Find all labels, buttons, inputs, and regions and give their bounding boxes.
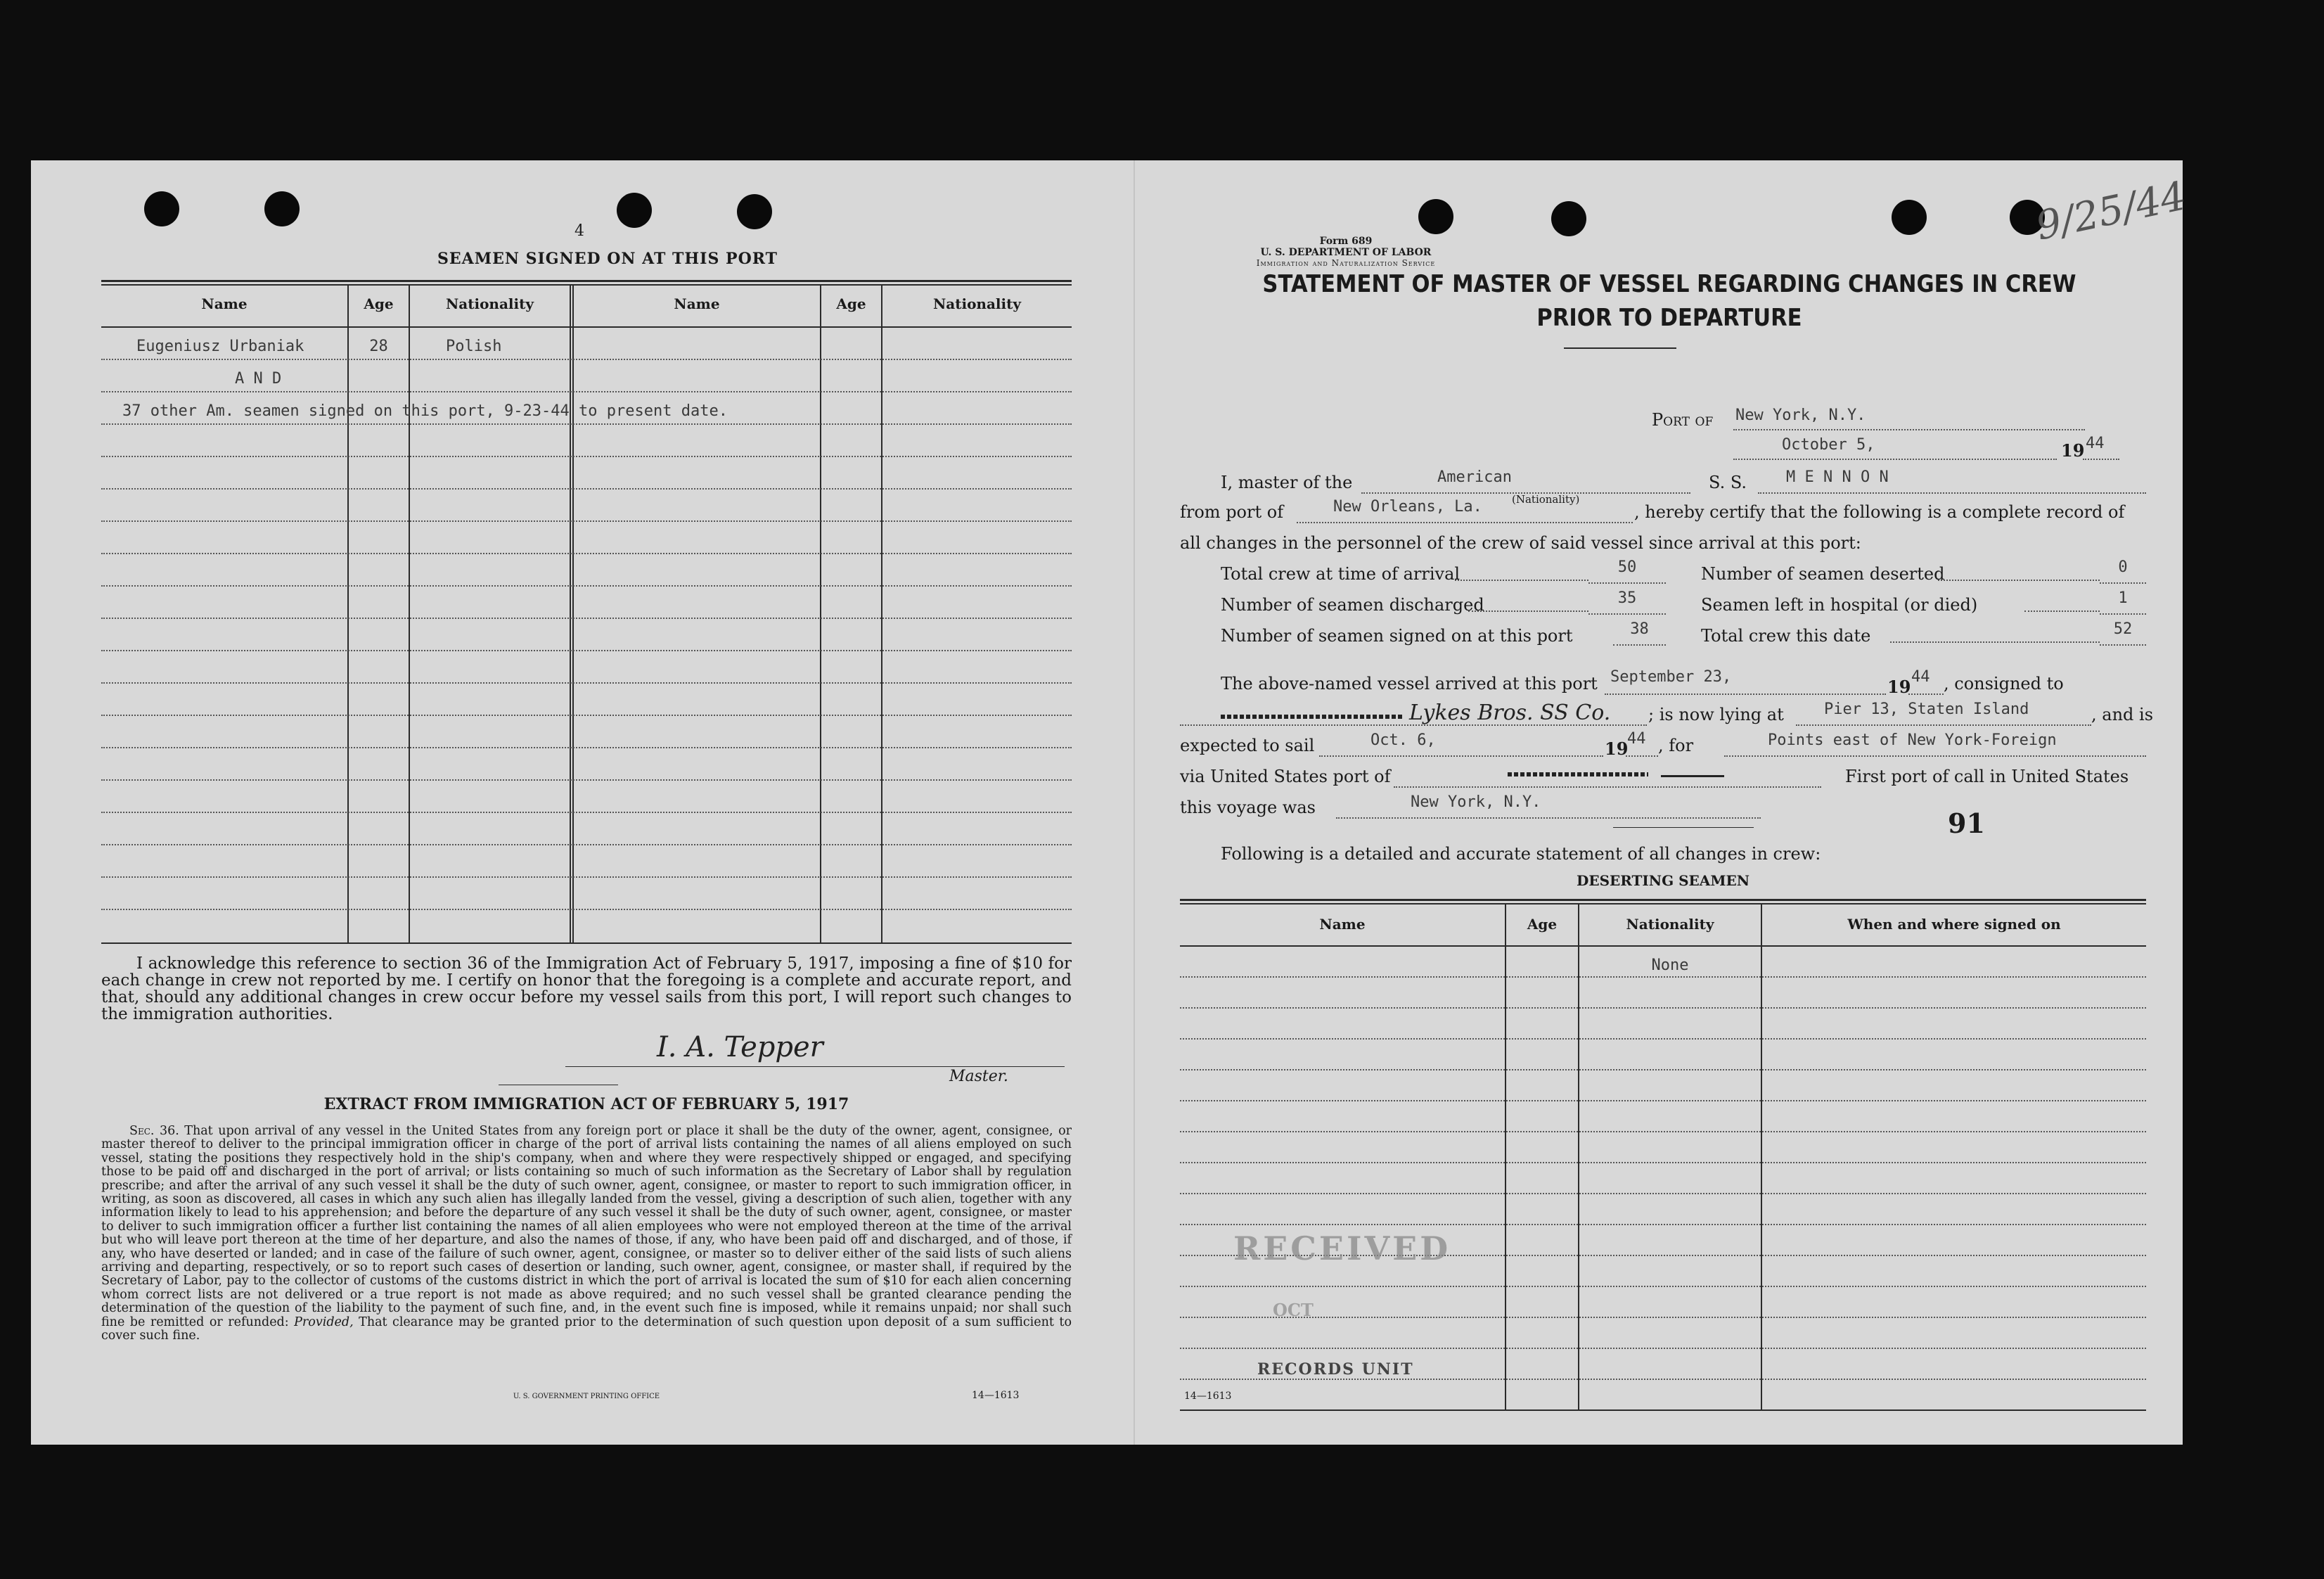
row-rule — [1180, 1193, 2146, 1194]
voyage-value: New York, N.Y. — [1411, 793, 1541, 811]
extract-title: EXTRACT FROM IMMIGRATION ACT OF FEBRUARY 5, 1917 — [323, 1095, 849, 1113]
col-header-nationality: Nationality — [1626, 916, 1714, 933]
master-signature: I. A. Tepper — [657, 1031, 823, 1063]
master-of-label: I, master of the — [1221, 473, 1353, 492]
col-header-nationality: Nationality — [446, 295, 534, 312]
row-rule — [101, 682, 1072, 684]
extract-body — [101, 1125, 1072, 1343]
signature-rule — [565, 1066, 1065, 1067]
arrived-year-prefix: 19 — [1887, 677, 1911, 697]
form-number: Form 689 — [1319, 236, 1373, 247]
department-label: U. S. DEPARTMENT OF LABOR — [1260, 247, 1432, 258]
acknowledgement-text: I acknowledge this reference to section 36 of the Immigration Act of February 5, 1917, imposing a fine of $10 for each change in crew not reported by me. I certify on honor that the foregoing is a complete and accurate report, and that, should any additional changes in crew occur before my vessel sails from this port, I will report such changes to the immigration authorities. — [101, 954, 1072, 1023]
row-rule — [1180, 1038, 2146, 1040]
punch-hole — [144, 191, 179, 226]
row-rule — [1180, 1069, 2146, 1070]
via-label: via United States port of — [1180, 767, 1391, 786]
row-rule — [1180, 1131, 2146, 1132]
row-rule — [1180, 1007, 2146, 1009]
signed-on-value: 38 — [1630, 620, 1649, 638]
col-header-age: Age — [364, 295, 394, 312]
row-rule — [101, 456, 1072, 457]
lying-value: Pier 13, Staten Island — [1824, 701, 2029, 718]
table-top-rule — [101, 284, 1072, 286]
punch-hole — [1551, 201, 1586, 236]
row-rule — [101, 520, 1072, 522]
col-header-nationality: Nationality — [933, 295, 1021, 312]
table-header-rule — [1180, 945, 2146, 947]
leader — [1890, 641, 2100, 643]
extract-end: That clearance may be granted prior to the determination of such question upon deposit of a sum sufficient to cover such fine. — [101, 1315, 1072, 1343]
total-date-label: Total crew this date — [1701, 626, 1871, 646]
voyage-label: this voyage was — [1180, 798, 1316, 817]
via-field — [1394, 765, 1821, 788]
total-arrival-label: Total crew at time of arrival — [1221, 564, 1460, 584]
col-divider — [1578, 903, 1579, 1409]
service-label: Immigration and Naturalization Service — [1256, 258, 1436, 268]
col-divider — [1761, 903, 1762, 1409]
col-divider — [1505, 903, 1506, 1409]
gpo-imprint: U. S. GOVERNMENT PRINTING OFFICE — [513, 1393, 660, 1400]
row-rule — [1180, 1348, 2146, 1349]
via-dash — [1661, 775, 1724, 777]
deserting-heading: DESERTING SEAMEN — [1577, 872, 1750, 889]
sail-field — [1319, 734, 1603, 757]
for-label: , for — [1658, 736, 1694, 755]
row-rule — [101, 618, 1072, 619]
date-value: October 5, — [1782, 436, 1875, 454]
extract-provided: Provided, — [294, 1315, 354, 1329]
row-rule — [1180, 1317, 2146, 1318]
lying-label: ; is now lying at — [1648, 705, 1784, 724]
voyage-field — [1336, 796, 1761, 819]
from-port-label: from port of — [1180, 502, 1284, 522]
form-code-right: 14—1613 — [1184, 1391, 1232, 1402]
page-number-stamp: 91 — [1948, 807, 1985, 839]
year-value: 44 — [2086, 435, 2105, 452]
leader — [1468, 610, 1588, 612]
row-rule — [101, 876, 1072, 878]
deserted-label: Number of seamen deserted — [1701, 564, 1945, 584]
arrived-label: The above-named vessel arrived at this port — [1221, 674, 1598, 693]
consignee-value: Lykes Bros. SS Co. — [1409, 701, 1611, 725]
row-rule — [1180, 1100, 2146, 1101]
leader — [2024, 610, 2100, 612]
leader — [1938, 580, 2100, 581]
fold-line — [1134, 160, 1135, 1445]
page-number-left: 4 — [574, 222, 584, 240]
table-bottom-rule — [1180, 1409, 2146, 1411]
expected-label: expected to sail — [1180, 736, 1315, 755]
hospital-value: 1 — [2118, 589, 2128, 607]
col-header-name: Name — [674, 295, 720, 312]
row-rule — [101, 391, 1072, 392]
discharged-label: Number of seamen discharged — [1221, 595, 1484, 615]
extract-section: Sec. 36. — [129, 1124, 179, 1138]
sail-value: Oct. 6, — [1370, 731, 1436, 749]
total-arrival-value: 50 — [1617, 558, 1637, 576]
records-unit-stamp: RECORDS UNIT — [1257, 1360, 1414, 1379]
nationality-value: American — [1437, 468, 1512, 486]
signed-on-label: Number of seamen signed on at this port — [1221, 626, 1573, 646]
row-rule — [101, 423, 1072, 425]
form-code-left: 14—1613 — [972, 1390, 1020, 1401]
following-label: Following is a detailed and accurate statement of all changes in crew: — [1221, 844, 1821, 864]
month-stamp: OCT — [1273, 1300, 1314, 1320]
col-header-name: Name — [201, 295, 248, 312]
discharged-value: 35 — [1617, 589, 1637, 607]
entry-name: Eugeniusz Urbaniak — [136, 338, 304, 355]
row-rule — [1180, 1162, 2146, 1163]
short-rule — [1613, 827, 1754, 828]
row-rule — [101, 650, 1072, 651]
received-stamp: RECEIVED — [1233, 1229, 1451, 1267]
hospital-label: Seamen left in hospital (or died) — [1701, 595, 1978, 615]
form-title-line2: PRIOR TO DEPARTURE — [1536, 304, 1802, 332]
ship-value: M E N N O N — [1786, 468, 1889, 486]
sail-year: 44 — [1627, 730, 1646, 748]
punch-hole — [737, 194, 772, 229]
row-rule — [101, 553, 1072, 554]
and-is-label: , and is — [2091, 705, 2154, 724]
punch-hole — [1418, 199, 1453, 234]
row-rule — [101, 488, 1072, 490]
arrived-year: 44 — [1911, 668, 1930, 686]
deserted-value: 0 — [2118, 558, 2128, 576]
table-header-rule — [101, 326, 1072, 328]
row-rule — [1180, 1379, 2146, 1380]
entry-and: A N D — [235, 370, 282, 388]
title-rule — [1564, 347, 1676, 349]
leader — [1455, 580, 1588, 581]
changes-text: all changes in the personnel of the crew of said vessel since arrival at this port: — [1180, 533, 1861, 553]
none-value: None — [1651, 957, 1689, 974]
year-prefix: 19 — [2061, 440, 2085, 461]
table-top-rule — [1180, 899, 2146, 901]
signed-on-heading: SEAMEN SIGNED ON AT THIS PORT — [437, 250, 778, 268]
pencil-annotation: 9/25/44 — [2031, 173, 2190, 250]
col-header-age: Age — [1527, 916, 1558, 933]
punch-hole — [617, 193, 652, 228]
row-rule — [101, 715, 1072, 716]
master-label: Master. — [949, 1068, 1008, 1085]
nationality-caption: (Nationality) — [1512, 493, 1580, 506]
consigned-label: , consigned to — [1944, 674, 2064, 693]
port-label: Port of — [1652, 410, 1714, 430]
punch-hole — [264, 191, 300, 226]
row-rule — [101, 909, 1072, 910]
row-rule — [101, 779, 1072, 781]
sail-year-prefix: 19 — [1605, 739, 1629, 759]
certify-text: , hereby certify that the following is a complete record of — [1634, 502, 2125, 522]
row-rule — [101, 812, 1072, 813]
row-rule — [1180, 1286, 2146, 1287]
col-header-when-where: When and where signed on — [1847, 916, 2061, 933]
row-rule — [101, 844, 1072, 845]
extract-text: That upon arrival of any vessel in the United States from any foreign port or place it shall be the duty of the owner, agent, consignee, or master thereof to deliver to the principal immigration officer in charge of the port of arrival lists containing the names of all aliens employed on such vessel, stating the positions they respectively hold in the ship's company, when and where they were respectively shipped or engaged, and specifying those to be paid off and discharged in the port of arrival; or lists containing so much of such information as the Secretary of Labor shall by regulation prescribe; and after the arrival of any such vessel it shall be the duty of such owner, agent, consignee, or master to report to such immigration officer, in writing, as soon as discovered, all cases in which any such alien has illegally landed from the vessel, giving a description of such alien, together with any information likely to lead to his apprehension; and before the departure of any such vessel it shall be the duty of such owner, agent, consignee, or master to deliver to such immigration officer a further list containing the names of all alien employees who were not employed thereon at the time of the arrival but who will leave port thereon at the time of her departure, and also the names of those, if any, who have been paid off and discharged, and of those, if any, who have deserted or landed; and in case of the failure of such owner, agent, consignee, or master so to deliver either of the said lists of such aliens arriving and departing, respectively, or so to report such cases of desertion or landing, such owner, agent, consignee, or master shall, if required by the Secretary of Labor, pay to the collector of customs of the customs district in which the port of arrival is located the sum of $10 for each alien concerning whom correct lists are not delivered or a true report is not made as above required; and no such vessel shall be granted clearance pending the determination of the question of the liability to the payment of such fine, and, in the event such fine is imposed, while it remains unpaid; nor shall such fine be remitted or refunded: — [101, 1124, 1072, 1329]
document-sheet — [31, 160, 2190, 1445]
entry-other-seamen: 37 other Am. seamen signed on this port, 9-23-44 to present date. — [122, 402, 728, 420]
col-header-name: Name — [1319, 916, 1366, 933]
port-value: New York, N.Y. — [1735, 407, 1866, 424]
row-rule — [1180, 976, 2146, 978]
via-strikethrough — [1508, 772, 1648, 776]
total-date-value: 52 — [2113, 620, 2133, 638]
arrived-value: September 23, — [1610, 668, 1732, 686]
first-port-label: First port of call in United States — [1845, 767, 2129, 786]
table-top-rule — [1180, 903, 2146, 904]
row-rule — [101, 585, 1072, 587]
ss-label: S. S. — [1709, 473, 1747, 492]
entry-nationality: Polish — [446, 338, 502, 355]
from-port-value: New Orleans, La. — [1333, 498, 1482, 516]
table-top-rule — [101, 280, 1072, 282]
consignee-strikethrough — [1221, 715, 1404, 719]
nationality-field — [1361, 471, 1690, 494]
row-rule — [1180, 1224, 2146, 1225]
form-title-line1: STATEMENT OF MASTER OF VESSEL REGARDING CHANGES IN CREW — [1262, 270, 2076, 298]
table-bottom-rule — [101, 942, 1072, 944]
punch-hole — [1892, 200, 1927, 235]
destination-value: Points east of New York-Foreign — [1768, 731, 2057, 749]
row-rule — [101, 747, 1072, 748]
entry-age: 28 — [369, 338, 388, 355]
row-rule — [101, 359, 1072, 360]
col-header-age: Age — [836, 295, 866, 312]
